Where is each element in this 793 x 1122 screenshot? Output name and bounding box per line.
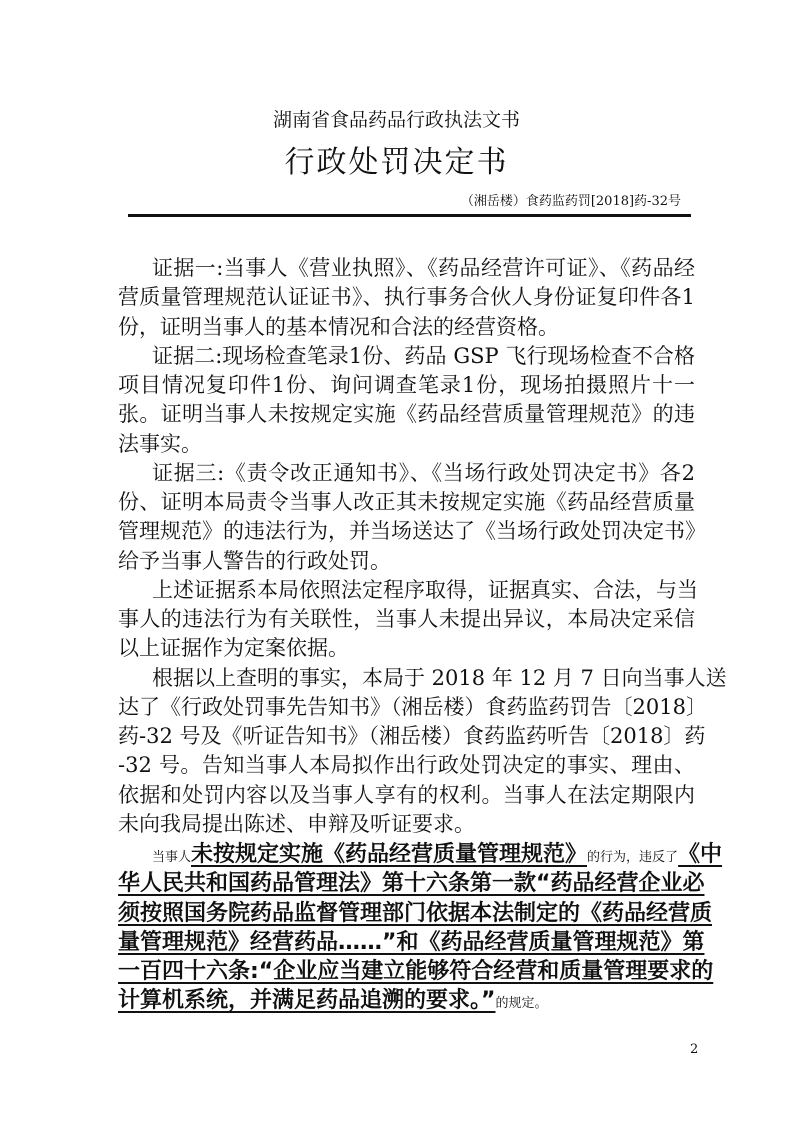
conclusion-line xyxy=(118,840,723,869)
document-number: （湘岳楼）食药监药罚[2018]药-32号 xyxy=(460,194,681,209)
small-text: 的行为，违反了 xyxy=(587,850,679,865)
underlined-text: 须按照国务院药品监督管理部门依据本法制定的《药品经营质 xyxy=(118,900,713,926)
conclusion-line xyxy=(118,899,713,928)
paragraph-line: 达了《行政处罚事先告知书》（湘岳楼）食药监药罚告〔2018〕 xyxy=(118,694,707,719)
paragraph-line: 营质量管理规范认证证书》、执行事务合伙人身份证复印件各1 xyxy=(118,285,695,310)
document-title: 行政处罚决定书 xyxy=(284,145,509,180)
paragraph-line: 张。证明当事人未按规定实施《药品经营质量管理规范》的违 xyxy=(118,402,695,427)
underlined-text: 一百四十六条:“企业应当建立能够符合经营和质量管理要求的 xyxy=(118,959,714,984)
conclusion-line xyxy=(118,869,705,898)
underlined-text: 《中 xyxy=(678,842,723,867)
page-number: 2 xyxy=(690,1042,699,1057)
underlined-text: 华人民共和国药品管理法》第十六条第一款“药品经营企业必 xyxy=(118,871,705,897)
paragraph-line: -32 号。告知当事人本局拟作出行政处罚决定的事实、理由、 xyxy=(118,753,695,778)
paragraph-line: 上述证据系本局依照法定程序取得，证据真实、合法，与当 xyxy=(152,577,698,602)
conclusion-line xyxy=(118,957,714,986)
underlined-text: 计算机系统，并满足药品追溯的要求。” xyxy=(118,988,496,1014)
conclusion-line xyxy=(118,986,695,1015)
paragraph-line: 证据二:现场检查笔录1份、药品 GSP 飞行现场检查不合格 xyxy=(152,343,695,368)
paragraph-line: 事人的违法行为有关联性，当事人未提出异议，本局决定采信 xyxy=(118,607,695,631)
paragraph-line: 药-32 号及《听证告知书》（湘岳楼）食药监药听告〔2018〕药 xyxy=(118,724,706,748)
paragraph-line: 管理规范》的违法行为，并当场送达了《当场行政处罚决定书》 xyxy=(118,519,706,544)
paragraph-line: 根据以上查明的事实，本局于 2018 年 12 月 7 日向当事人送 xyxy=(152,665,727,690)
small-text: 的规定。 xyxy=(495,996,548,1012)
underlined-text: 量管理规范》经营药品……”和《药品经营质量管理规范》第 xyxy=(118,929,705,955)
paragraph-line: 项目情况复印件1份、询问调查笔录1份，现场拍摄照片十一 xyxy=(118,373,695,397)
header-divider xyxy=(128,214,691,217)
paragraph-line: 法事实。 xyxy=(118,431,202,456)
small-text: 当事人 xyxy=(152,850,192,865)
paragraph-line: 证据一:当事人《营业执照》、《药品经营许可证》、《药品经 xyxy=(152,256,695,280)
paragraph-line: 以上证据作为定案依据。 xyxy=(118,636,349,661)
paragraph-line: 份，证明当事人的基本情况和合法的经营资格。 xyxy=(118,314,559,339)
paragraph-line: 证据三:《责令改正通知书》、《当场行政处罚决定书》各2 xyxy=(152,460,695,485)
underlined-text: 未按规定实施《药品经营质量管理规范》 xyxy=(191,842,588,867)
paragraph-line: 份、证明本局责令当事人改正其未按规定实施《药品经营质量 xyxy=(118,490,695,514)
conclusion-line xyxy=(118,928,705,957)
paragraph-line: 未向我局提出陈述、申辩及听证要求。 xyxy=(118,811,475,836)
paragraph-line: 给予当事人警告的行政处罚。 xyxy=(118,548,391,573)
agency-heading: 湖南省食品药品行政执法文书 xyxy=(272,109,520,131)
paragraph-line: 依据和处罚内容以及当事人享有的权利。当事人在法定期限内 xyxy=(118,782,695,807)
